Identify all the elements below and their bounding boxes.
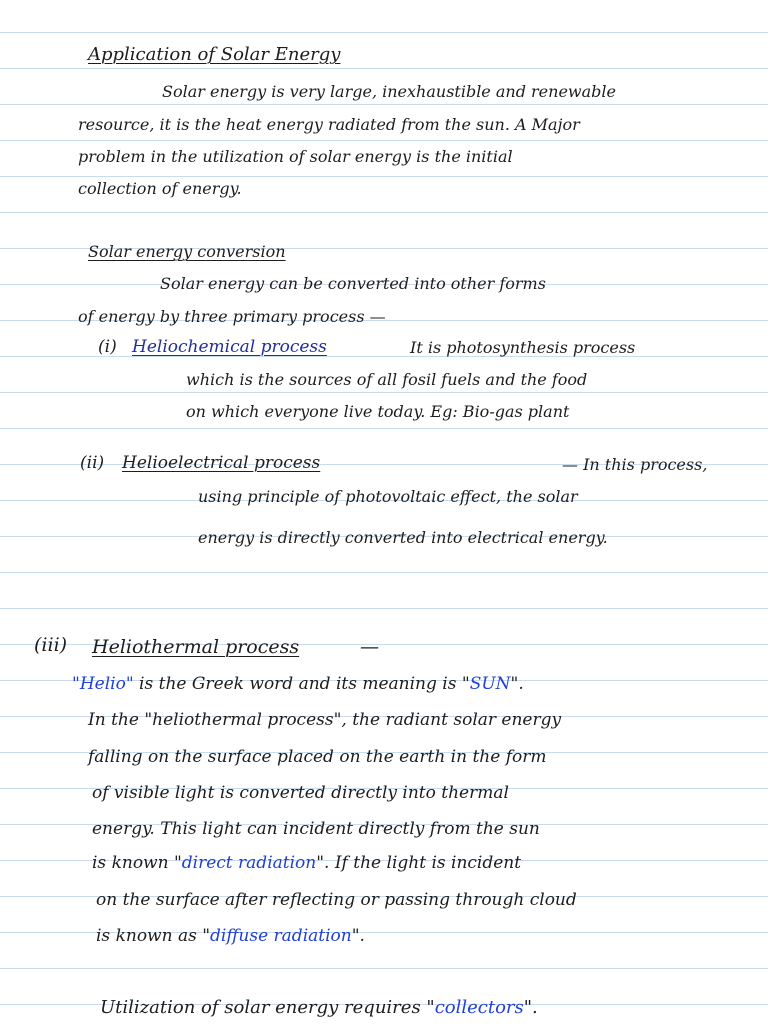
process-1-name: Heliochemical process bbox=[132, 337, 327, 357]
intro-line-4: collection of energy. bbox=[78, 179, 242, 198]
process-2-text-3: energy is directly converted into electrical energy. bbox=[198, 528, 608, 547]
process-1-text-3: on which everyone live today. Eg: Bio-gas plant bbox=[186, 402, 570, 421]
line-8-start: is known as " bbox=[96, 926, 211, 946]
process-3-line-7: on the surface after reflecting or passing through cloud bbox=[96, 890, 577, 910]
page-title: Application of Solar Energy bbox=[88, 44, 341, 65]
utilization-text: Utilization of solar energy requires " bbox=[100, 997, 435, 1018]
helio-word: "Helio" bbox=[72, 674, 134, 694]
line-8-end: ". bbox=[351, 926, 365, 946]
process-2-name: Helioelectrical process bbox=[122, 453, 321, 473]
process-1-text-1: It is photosynthesis process bbox=[410, 338, 636, 357]
process-1-label: (i) bbox=[98, 337, 117, 357]
intro-line-3: problem in the utilization of solar energy is the initial bbox=[78, 147, 513, 166]
process-3-dash: — bbox=[360, 636, 379, 658]
conversion-line-2: of energy by three primary process — bbox=[78, 307, 386, 326]
process-3-line-8 bbox=[96, 928, 365, 945]
line-6-start: is known " bbox=[92, 853, 182, 873]
process-3-line-4: of visible light is converted directly into thermal bbox=[92, 783, 509, 803]
direct-radiation-term: direct radiation bbox=[181, 853, 317, 873]
collectors-term: collectors bbox=[434, 997, 524, 1018]
process-3-line-5: energy. This light can incident directly from the sun bbox=[92, 819, 540, 839]
conversion-heading: Solar energy conversion bbox=[88, 242, 286, 261]
process-2-text-2: using principle of photovoltaic effect, the solar bbox=[198, 487, 578, 506]
process-2-text-1: — In this process, bbox=[562, 455, 708, 474]
sun-word: SUN bbox=[469, 674, 511, 694]
process-3-line-3: falling on the surface placed on the earth in the form bbox=[88, 747, 547, 767]
process-3-line-2: In the "heliothermal process", the radiant solar energy bbox=[88, 710, 562, 730]
utilization-end: ". bbox=[523, 997, 538, 1018]
intro-line-2: resource, it is the heat energy radiated from the sun. A Major bbox=[78, 115, 580, 134]
greek-end: ". bbox=[510, 674, 524, 694]
greek-text: is the Greek word and its meaning is " bbox=[139, 674, 470, 694]
process-3-name: Heliothermal process bbox=[92, 636, 300, 658]
process-3-line-6 bbox=[92, 855, 521, 872]
intro-line-1: Solar energy is very large, inexhaustible and renewable bbox=[162, 82, 616, 101]
process-1-text-2: which is the sources of all fosil fuels and the food bbox=[186, 370, 588, 389]
utilization-line bbox=[100, 999, 538, 1017]
conversion-line-1: Solar energy can be converted into other forms bbox=[160, 274, 546, 293]
process-3-label: (iii) bbox=[34, 634, 68, 656]
process-2-label: (ii) bbox=[80, 453, 105, 473]
diffuse-radiation-term: diffuse radiation bbox=[210, 926, 352, 946]
line-6-end: ". If the light is incident bbox=[316, 853, 522, 873]
process-3-line-1 bbox=[72, 676, 524, 693]
